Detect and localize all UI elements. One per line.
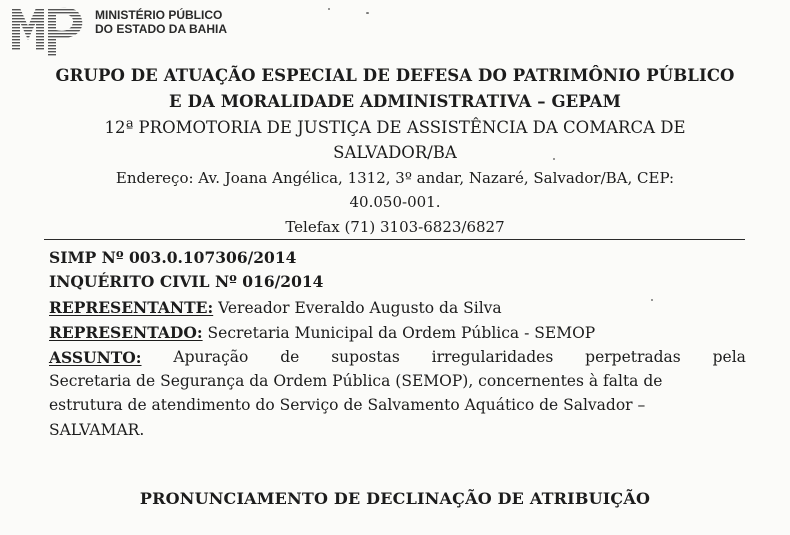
representado-label: REPRESENTADO:	[49, 323, 203, 342]
document-title: PRONUNCIAMENTO DE DECLINAÇÃO DE ATRIBUIÇÃO	[139, 489, 651, 508]
assunto-line2: Secretaria de Segurança da Ordem Pública (SEMOP), concernentes à falta de	[49, 372, 663, 390]
institution-name	[95, 8, 227, 36]
assunto-line3: estrutura de atendimento do Serviço de Salvamento Aquático de Salvador –	[49, 396, 646, 414]
assunto-line4: SALVAMAR.	[49, 421, 145, 439]
assunto-word: Apuração	[173, 348, 249, 366]
address-line2: 40.050-001.	[349, 193, 441, 211]
promotoria-line2: SALVADOR/BA	[333, 143, 457, 162]
assunto-word: supostas	[331, 348, 400, 366]
assunto-word: pela	[712, 348, 746, 366]
scan-speck	[651, 299, 653, 301]
address-line1: Endereço: Av. Joana Angélica, 1312, 3º andar, Nazaré, Salvador/BA, CEP:	[115, 169, 675, 187]
institution-name-line2: DO ESTADO DA BAHIA	[95, 22, 227, 36]
assunto-word: perpetradas	[585, 348, 681, 366]
inquerito-number	[49, 272, 323, 291]
scan-speck	[328, 8, 330, 10]
assunto-word: de	[280, 348, 300, 366]
representante-line	[49, 298, 502, 317]
header-divider	[44, 239, 745, 240]
assunto-word: irregularidades	[431, 348, 554, 366]
mp-logo	[8, 0, 90, 58]
representante-label: REPRESENTANTE:	[49, 298, 214, 317]
assunto-line1	[49, 348, 746, 367]
assunto-label: ASSUNTO:	[49, 348, 142, 367]
institution-name-line1: MINISTÉRIO PÚBLICO	[95, 8, 223, 22]
inquerito-number-text: INQUÉRITO CIVIL Nº 016/2014	[49, 272, 324, 291]
representado-line	[49, 323, 595, 342]
representado-value: Secretaria Municipal da Ordem Pública - SEMOP	[202, 324, 596, 342]
group-title-line1: GRUPO DE ATUAÇÃO ESPECIAL DE DEFESA DO PATRIMÔNIO PÚBLICO	[55, 66, 735, 85]
simp-number	[49, 248, 296, 267]
phone-line: Telefax (71) 3103-6823/6827	[285, 218, 505, 236]
scan-speck	[553, 158, 555, 160]
promotoria-line1: 12ª PROMOTORIA DE JUSTIÇA DE ASSISTÊNCIA DA COMARCA DE	[104, 118, 686, 137]
representante-value: Vereador Everaldo Augusto da Silva	[213, 299, 502, 317]
simp-number-text: SIMP Nº 003.0.107306/2014	[49, 248, 297, 267]
group-title-line2: E DA MORALIDADE ADMINISTRATIVA – GEPAM	[169, 92, 621, 111]
scan-speck	[366, 12, 369, 14]
